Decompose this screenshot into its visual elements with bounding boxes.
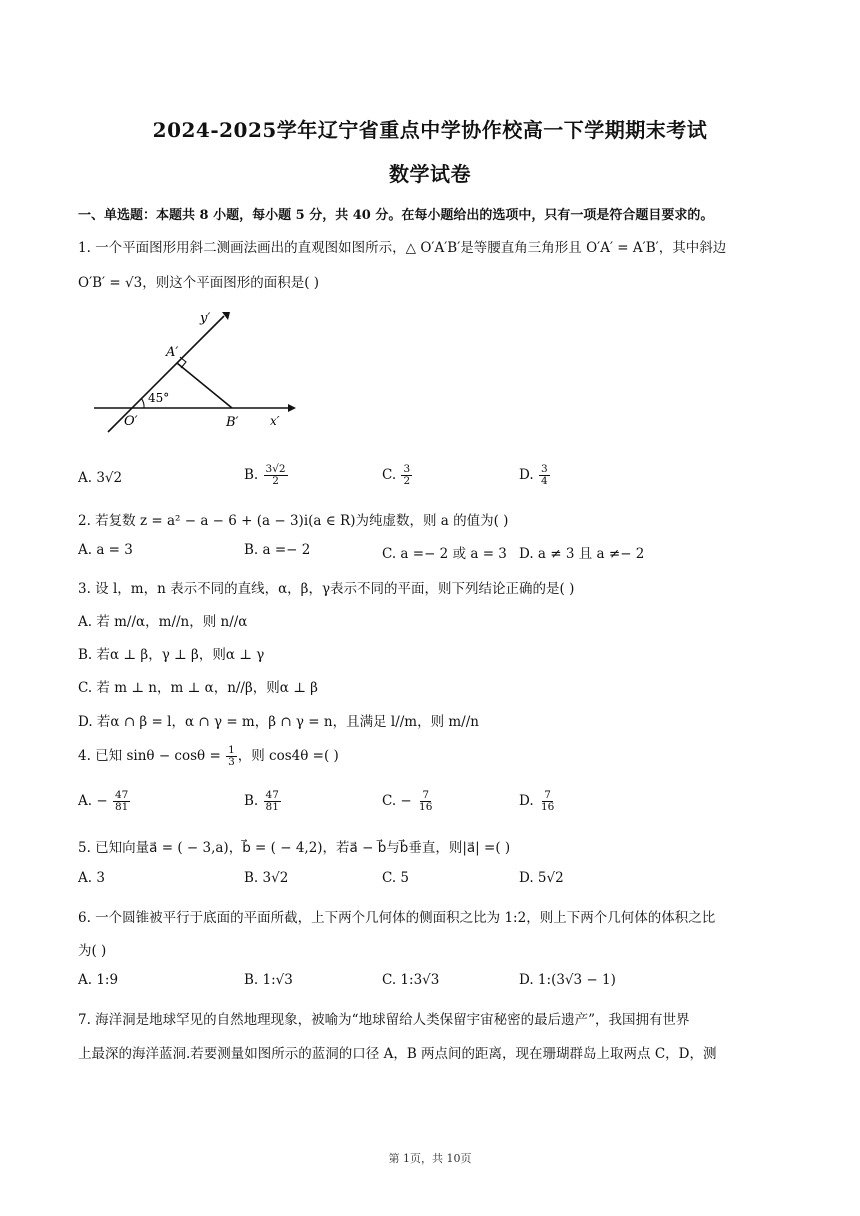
q3-option-c: C. 若 m ⊥ n，m ⊥ α，n//β，则α ⊥ β bbox=[78, 680, 318, 696]
figure-y-label: y′ bbox=[200, 311, 211, 326]
q4-option-d: D. $\frac{7}{16}$ bbox=[519, 789, 555, 813]
section-heading: 一、单选题：本题共 8 小题，每小题 5 分，共 40 分。在每小题给出的选项中，只有一项是符合题目要求的。 bbox=[78, 208, 714, 223]
q2-option-a: A. a = 3 bbox=[78, 542, 133, 558]
q4-option-a: A. − $\frac{47}{81}$ bbox=[78, 789, 129, 813]
q3-option-a: A. 若 m//α，m//n，则 n//α bbox=[78, 614, 248, 630]
q6-stem-line2: 为( ) bbox=[78, 943, 107, 959]
q5-option-b: B. 3√2 bbox=[244, 870, 289, 886]
q1-option-a: A. 3√2 bbox=[78, 470, 123, 486]
q2-stem: 2. 若复数 z = a² − a − 6 + (a − 3)i(a ∈ R)为纯虚数，则 a 的值为( ) bbox=[78, 513, 509, 529]
q3-stem: 3. 设 l，m，n 表示不同的直线，α，β，γ表示不同的平面，则下列结论正确的是( ) bbox=[78, 581, 575, 597]
q6-option-d: D. 1:(3√3 − 1) bbox=[519, 972, 616, 988]
q5-stem: 5. 已知向量a⃗ = ( − 3,a)，b⃗ = ( − 4,2)，若a⃗ − b⃗与b⃗垂直，则|a⃗| =( ) bbox=[78, 840, 511, 856]
q1-stem-line1: 1. 一个平面图形用斜二测画法画出的直观图如图所示，△ O′A′B′是等腰直角三角形且 O′A′ = A′B′，其中斜边 bbox=[78, 240, 727, 256]
figure-a-label: A′ bbox=[166, 345, 179, 360]
q6-option-a: A. 1:9 bbox=[78, 972, 119, 988]
q4-option-c: C. − $\frac{7}{16}$ bbox=[382, 789, 433, 813]
q6-stem-line1: 6. 一个圆锥被平行于底面的平面所截，上下两个几何体的侧面积之比为 1:2，则上下两个几何体的体积之比 bbox=[78, 910, 716, 926]
q3-option-d: D. 若α ∩ β = l，α ∩ γ = m，β ∩ γ = n，且满足 l//m，则 m//n bbox=[78, 714, 479, 730]
q6-option-c: C. 1:3√3 bbox=[382, 972, 440, 988]
q5-option-c: C. 5 bbox=[382, 870, 410, 886]
q7-stem-line2: 上最深的海洋蓝洞.若要测量如图所示的蓝洞的口径 A，B 两点间的距离，现在珊瑚群岛上取两点 C，D，测 bbox=[78, 1046, 717, 1062]
q5-option-a: A. 3 bbox=[78, 870, 105, 886]
figure-b-label: B′ bbox=[226, 415, 239, 430]
figure-angle-label: 45° bbox=[148, 391, 170, 405]
q3-option-b: B. 若α ⊥ β，γ ⊥ β，则α ⊥ γ bbox=[78, 647, 265, 663]
q1-option-d: D. $\frac{3}{4}$ bbox=[519, 463, 548, 487]
exam-subtitle: 数学试卷 bbox=[389, 162, 471, 186]
q6-option-b: B. 1:√3 bbox=[244, 972, 293, 988]
q5-option-d: D. 5√2 bbox=[519, 870, 564, 886]
q2-option-d: D. a ≠ 3 且 a ≠− 2 bbox=[519, 546, 645, 562]
q1-stem-line2: O′B′ = √3，则这个平面图形的面积是( ) bbox=[78, 275, 320, 291]
figure-o-label: O′ bbox=[124, 414, 138, 429]
q1-option-b: B. $\frac{3√2}{2}$ bbox=[244, 463, 286, 487]
figure-x-label: x′ bbox=[270, 414, 280, 428]
exam-title: 2024-2025学年辽宁省重点中学协作校高一下学期期末考试 bbox=[152, 118, 708, 142]
page-footer: 第 1页，共 10页 bbox=[388, 1152, 472, 1165]
q4-option-b: B. $\frac{47}{81}$ bbox=[244, 789, 279, 813]
q2-option-c: C. a =− 2 或 a = 3 bbox=[382, 546, 507, 562]
q7-stem-line1: 7. 海洋洞是地球罕见的自然地理现象，被喻为“地球留给人类保留宇宙秘密的最后遗产”，我国拥有世界 bbox=[78, 1012, 690, 1028]
q2-option-b: B. a =− 2 bbox=[244, 542, 311, 558]
q1-option-c: C. $\frac{3}{2}$ bbox=[382, 463, 411, 487]
q4-stem: 4. 已知 sinθ − cosθ = $\frac{1}{3}$ ，则 cos4θ =( ) bbox=[78, 744, 339, 768]
q1-figure bbox=[92, 308, 302, 438]
